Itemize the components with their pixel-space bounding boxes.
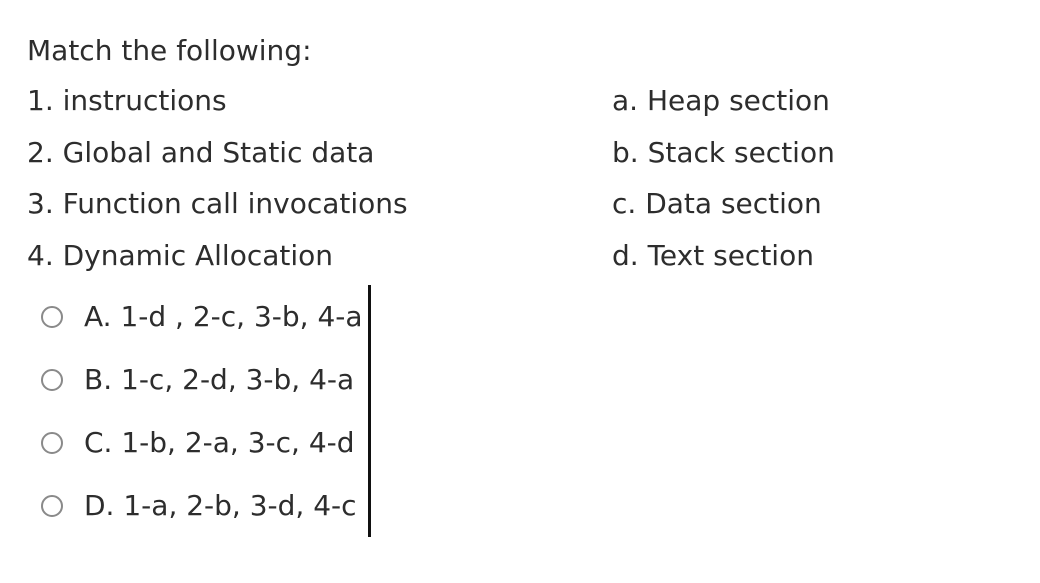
option-c-label[interactable]: C. 1-b, 2-a, 3-c, 4-d xyxy=(84,425,355,459)
left-item-4: 4. Dynamic Allocation xyxy=(27,238,334,272)
right-column xyxy=(612,82,835,288)
question-title: Match the following: xyxy=(27,34,312,67)
left-item-2: 2. Global and Static data xyxy=(27,135,375,169)
option-a-label[interactable]: A. 1-d , 2-c, 3-b, 4-a xyxy=(84,299,363,333)
left-column xyxy=(27,82,408,288)
option-b[interactable] xyxy=(41,348,363,411)
right-item-d: d. Text section xyxy=(612,238,814,272)
radio-button-c[interactable] xyxy=(41,432,63,454)
radio-button-b[interactable] xyxy=(41,369,63,391)
options-divider xyxy=(368,285,371,537)
right-item-a: a. Heap section xyxy=(612,84,830,117)
radio-button-d[interactable] xyxy=(41,495,63,517)
radio-button-a[interactable] xyxy=(41,306,63,328)
answer-options xyxy=(41,285,363,537)
option-c[interactable] xyxy=(41,411,363,474)
left-item-1: 1. instructions xyxy=(27,84,227,117)
option-d[interactable] xyxy=(41,474,363,537)
left-item-3: 3. Function call invocations xyxy=(27,187,408,220)
right-item-b: b. Stack section xyxy=(612,135,835,169)
option-a[interactable] xyxy=(41,285,363,348)
right-item-c: c. Data section xyxy=(612,187,822,220)
option-d-label[interactable]: D. 1-a, 2-b, 3-d, 4-c xyxy=(84,488,357,522)
option-b-label[interactable]: B. 1-c, 2-d, 3-b, 4-a xyxy=(84,362,355,396)
